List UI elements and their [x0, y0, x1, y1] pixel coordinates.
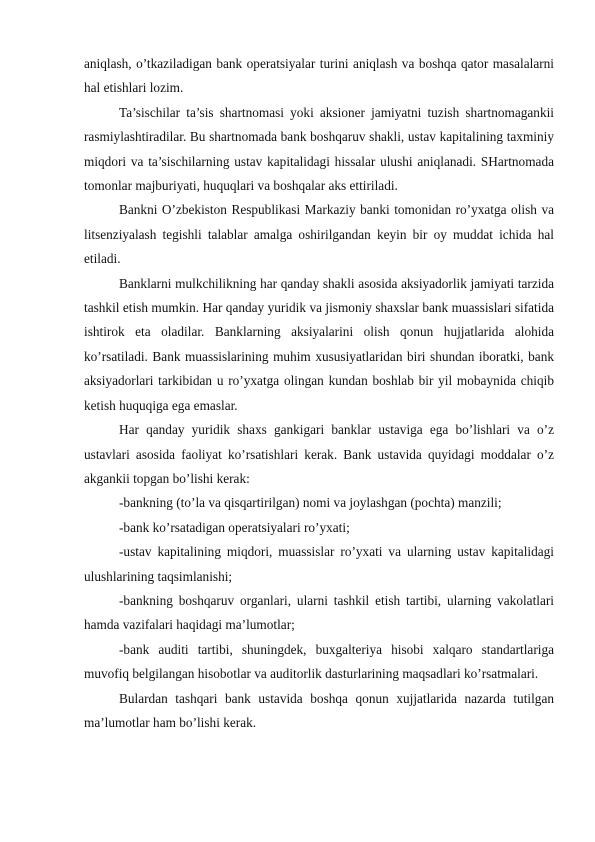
- list-item-operations: -bank ko’rsatadigan operatsiyalari ro’yxati;: [119, 519, 350, 535]
- paragraph-2: Ta’sischilar ta’sis shartnomasi yoki aksioner jamiyatni tuzish shartnomagankii rasmiylashtiradilar. Bu shartnomada bank boshqaruv shakli, ustav kapitalining taxminiy miqdori va ta’sischilarning ustav kapitalidagi hissalar ulushi aniqlanadi. SHartnomada tomonlar majburiyati, huquqlari va boshqalar aks ettiriladi.: [84, 104, 554, 194]
- paragraph-5: Har qanday yuridik shaxs gankigari banklar ustaviga ega bo’lishlari va o’z ustavlari asosida faoliyat ko’rsatishlari kerak. Bank ustavida quyidagi moddalar o’z akgankii topgan bo’lishi kerak:: [84, 422, 554, 486]
- list-item-governance: -bankning boshqaruv organlari, ularni tashkil etish tartibi, ularning vakolatlari hamda vazifalari haqidagi ma’lumotlar;: [84, 592, 554, 633]
- list-item-capital: -ustav kapitalining miqdori, muassislar ro’yxati va ularning ustav kapitalidagi ulushlarining taqsimlanishi;: [84, 544, 554, 584]
- paragraph-closing: Bulardan tashqari bank ustavida boshqa qonun xujjatlarida nazarda tutilgan ma’lumotlar ham bo’lishi kerak.: [84, 690, 554, 730]
- paragraph-1: aniqlash, o’tkaziladigan bank operatsiyalar turini aniqlash va boshqa qator masalalarni hal etishlari lozim.: [84, 56, 554, 96]
- document-body: [84, 52, 554, 735]
- paragraph-3: Bankni O’zbekiston Respublikasi Markaziy banki tomonidan ro’yxatga olish va litsenziyalash tegishli talablar amalga oshirilgandan keyin bir oy muddat ichida hal etiladi.: [84, 202, 554, 267]
- paragraph-4: Banklarni mulkchilikning har qanday shakli asosida aksiyadorlik jamiyati tarzida tashkil etish mumkin. Har qanday yuridik va jismoniy shaxslar bank muassislari sifatida ishtirok eta oladilar. Banklarning aksiyalarini olish qonun hujjatlarida alohida ko’rsatiladi. Bank muassislarining muhim xususiyatlaridan biri shundan iboratki, bank aksiyadorlari tarkibidan u ro’yxatga olingan kundan boshlab bir yil mobaynida chiqib ketish huquqiga ega emaslar.: [84, 275, 554, 413]
- list-item-name-address: -bankning (to’la va qisqartirilgan) nomi va joylashgan (pochta) manzili;: [119, 495, 502, 511]
- list-item-audit: -bank auditi tartibi, shuningdek, buxgalteriya hisobi xalqaro standartlariga muvofiq belgilangan hisobotlar va auditorlik dasturlarining maqsadlari ko’rsatmalari.: [84, 641, 554, 682]
